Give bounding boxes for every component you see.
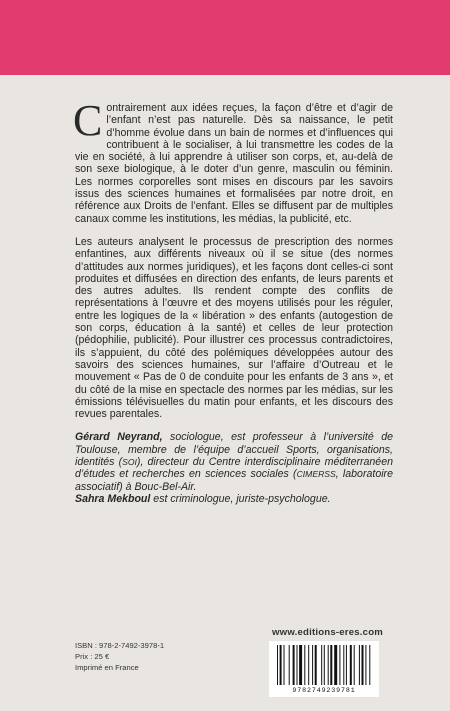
intro-paragraph [73,96,393,225]
publication-info [75,641,164,673]
isbn: ISBN : 978-2-7492-3978-1 [75,641,165,650]
barcode [269,641,379,697]
publisher-website: www.editions-eres.com [272,627,384,638]
author-1-bio: Gérard Neyrand, sociologue, est professeur à l’université de Toulouse, membre de l’équipe d’accueil Sports, organisations, identités (SOI), directeur du Centre interdisciplinaire méditerranéen d’études et recherches en sciences sociales (CIMERSS, laboratoire associatif) à Bouc-Bel-Air. Sahra Mekboul est criminologue, juriste-psychologue. [75,431,393,505]
back-cover-text [73,96,393,516]
author-2-name: Sahra Mekboul [75,492,151,505]
intro-text: ontrairement aux idées reçues, la façon d’être et d’agir de l’enfant n’est pas naturelle. Dès sa naissance, le petit d’homme évolue dans un bain de normes et d’influences qui contribuent à le socialiser, à lui transmettre les codes de la vie en société, à lui apprendre à utiliser son corps, et, au-delà de son sexe biologique, à le doter d’un genre, masculin ou féminin. Les normes corporelles sont mises en discours par les savoirs issus des sciences humaines et formalisées par notre droit, en référence aux Droits de l’enfant. Elles se diffusent par de multiples canaux comme les institutions, les médias, la publicité, etc. [75,102,393,225]
author-1-name: Gérard Neyrand, [75,431,163,444]
barcode-number: 9782749239781 [292,687,356,694]
barcode-bars [269,641,379,687]
top-color-band [0,0,450,75]
analysis-paragraph: Les auteurs analysent le processus de prescription des normes enfantines, aux différents niveaux où il se situe (des normes d’attitudes aux normes juridiques), et les façons dont celles-ci sont produites et diffusées en direction des enfants, de leurs parents et des autres adultes. Ils rendent compte des conflits de représentations à l’œuvre et des moyens utilisés pour les réguler, entre les logiques de la « libération » des enfants (autogestion de son corps, éducation à la santé) et celles de leur protection (pédophilie, publicité). Pour illustrer ces processus contradictoires, ils s’appuient, du côté des polémiques développées autour des savoirs des sciences humaines, sur l’affaire d’Outreau et le mouvement « Pas de 0 de conduite pour les enfants de 3 ans », et du côté de la mise en spectacle des normes par les médias, sur les émissions télévisuelles du matin pour enfants, et les discours des revues parentales. [75,235,393,421]
printed-in: Imprimé en France [75,662,139,672]
price: Prix : 25 € [75,651,110,661]
author-2-bio: est criminologue, juriste-psychologue. [150,492,331,505]
drop-cap: C [73,96,103,145]
